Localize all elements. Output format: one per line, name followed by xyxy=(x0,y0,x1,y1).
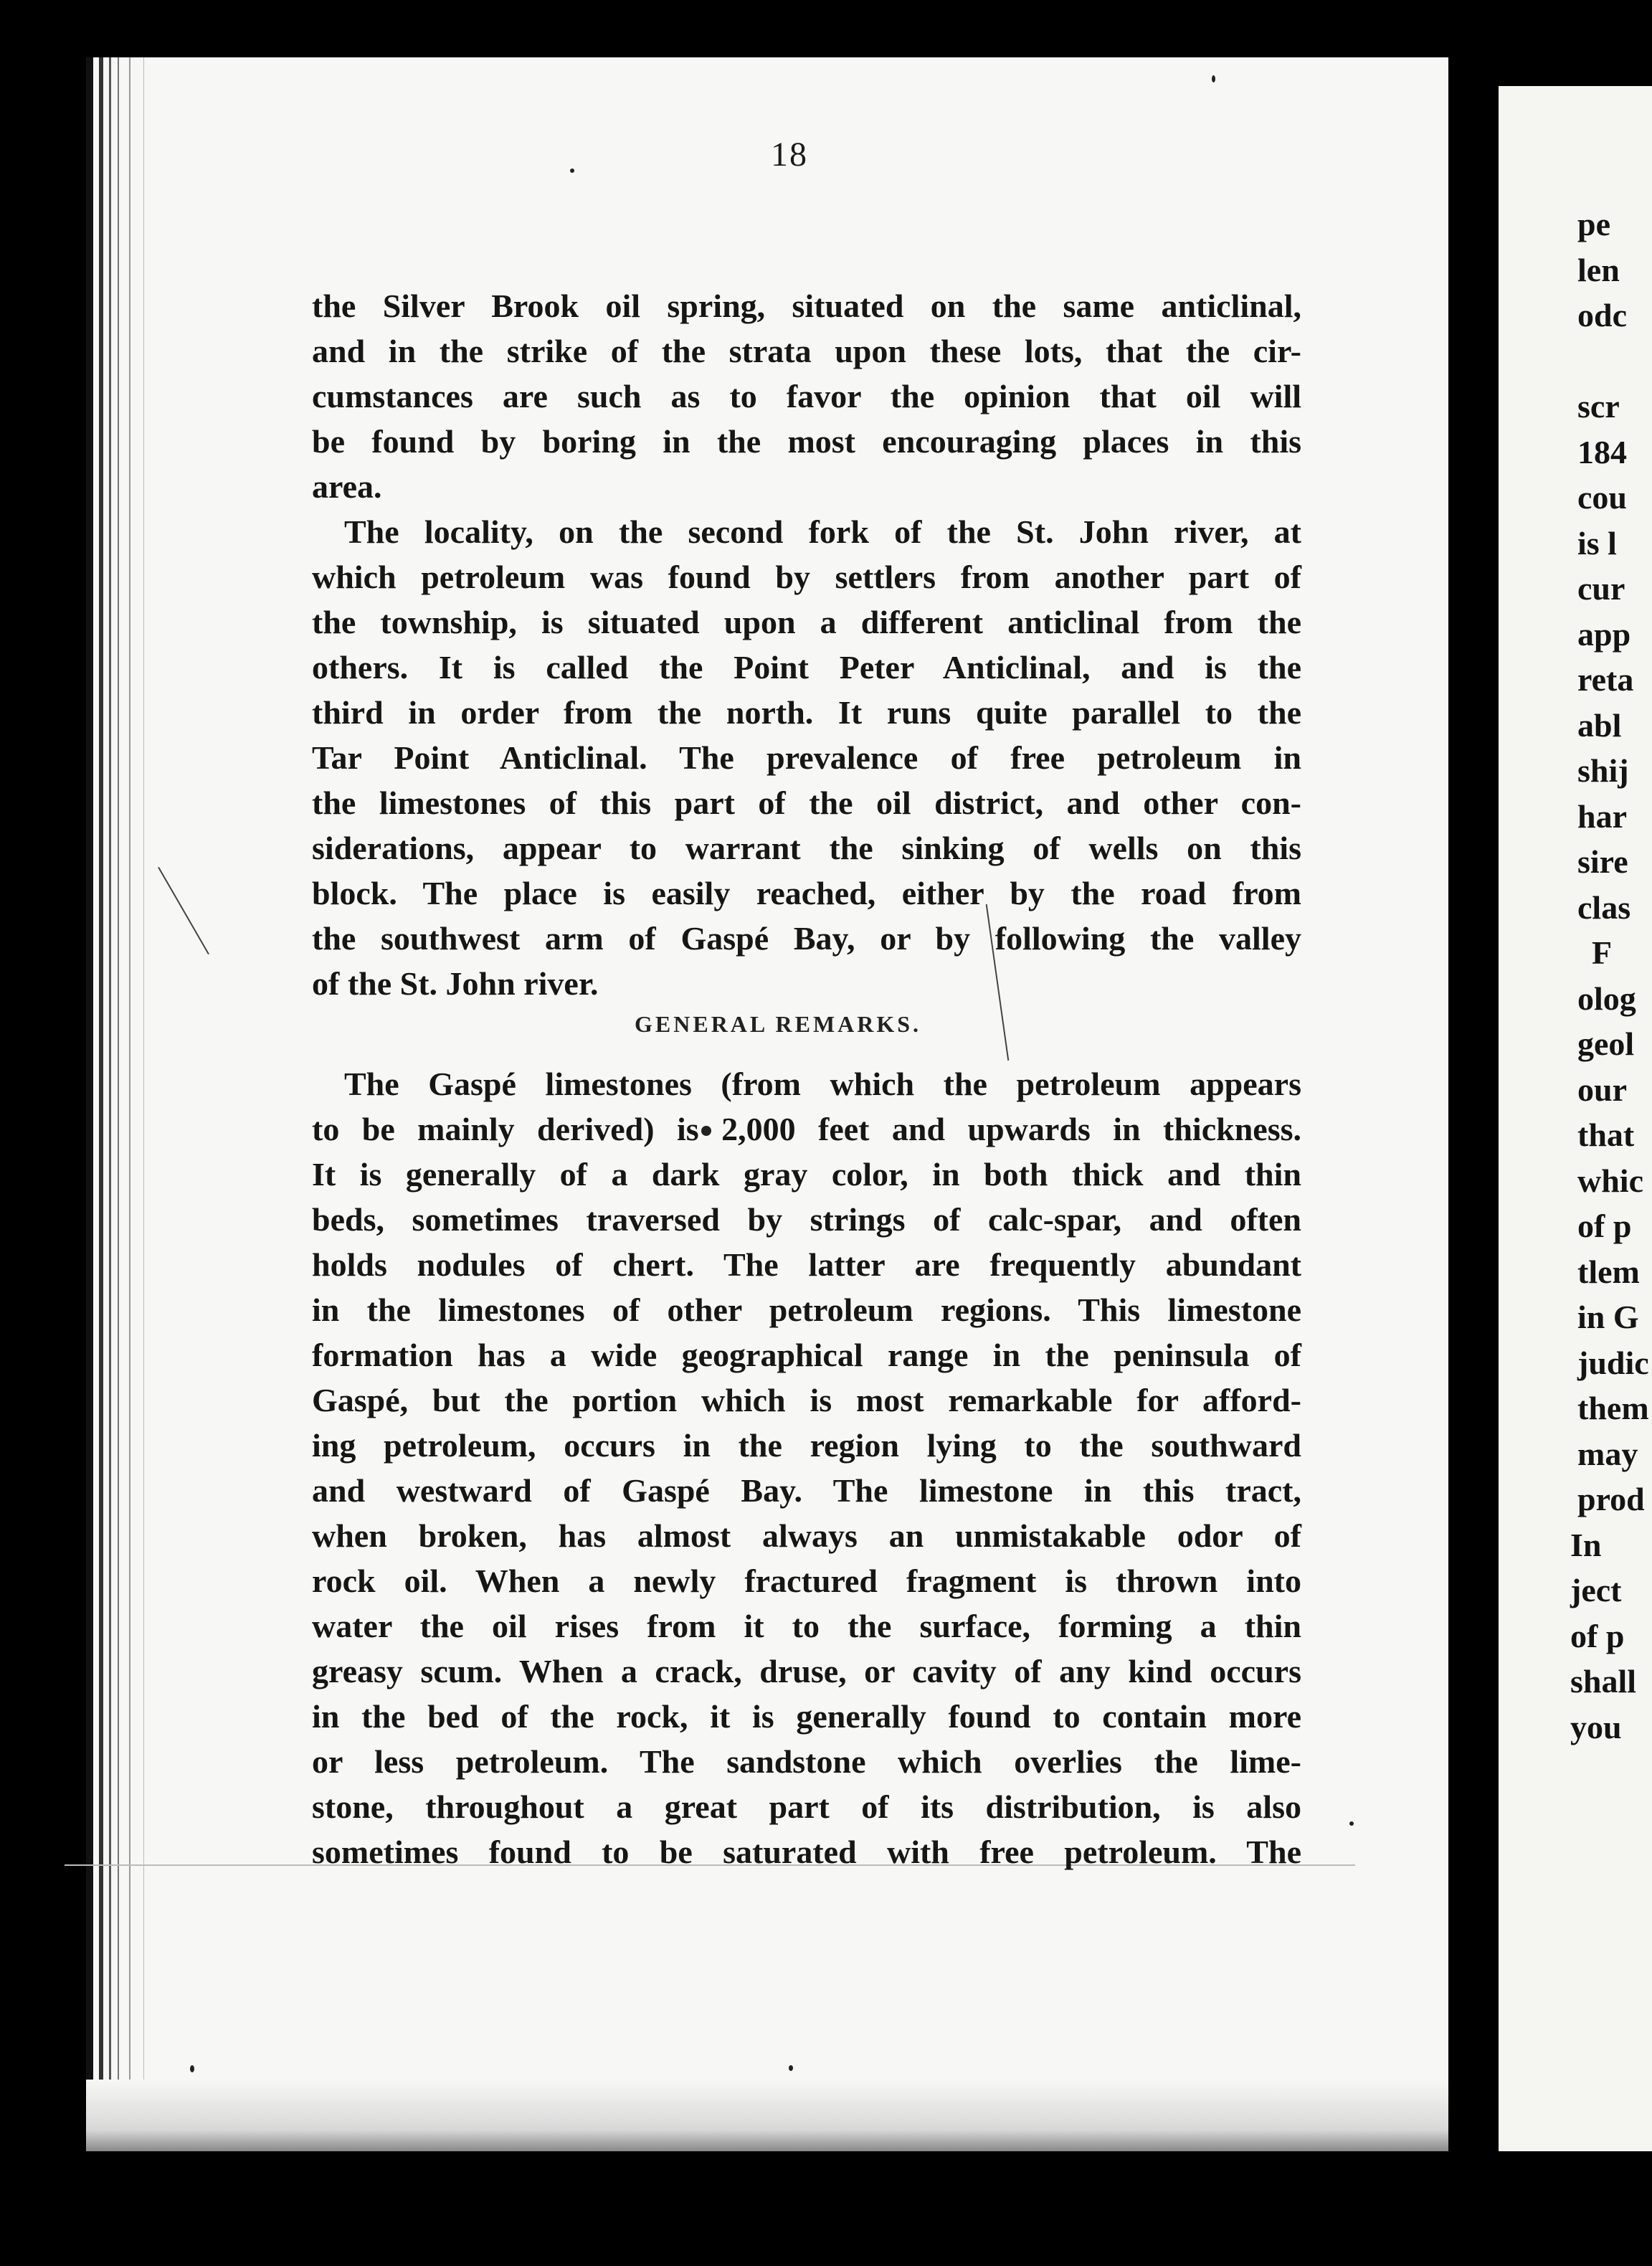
ink-speck xyxy=(1212,75,1215,82)
text-line: others. It is called the Point Peter Anticlinal, and is the xyxy=(312,649,1301,686)
text-line: area. xyxy=(312,468,382,505)
right-page-text-fragment: app xyxy=(1577,615,1631,653)
text-line: The Gaspé limestones (from which the petroleum appears xyxy=(344,1066,1301,1102)
ink-speck xyxy=(1349,1821,1354,1826)
text-line: to be mainly derived) is 2,000 feet and upwards in thickness. xyxy=(312,1111,1301,1147)
binding-streak xyxy=(129,57,130,2151)
right-page-text-fragment: shall xyxy=(1570,1663,1637,1700)
binding-streak xyxy=(86,57,93,2151)
right-page-text-fragment: har xyxy=(1577,797,1627,835)
text-line: rock oil. When a newly fractured fragment is thrown into xyxy=(312,1563,1301,1599)
right-page-text-fragment: In xyxy=(1570,1526,1602,1563)
right-page-text-fragment: ject xyxy=(1570,1572,1622,1608)
right-page-text-fragment: cou xyxy=(1577,479,1627,516)
text-line: holds nodules of chert. The latter are frequently abundant xyxy=(312,1246,1301,1283)
right-page-text-fragment: sire xyxy=(1577,843,1628,880)
text-line: and westward of Gaspé Bay. The limestone in this tract, xyxy=(312,1472,1301,1509)
text-line: block. The place is easily reached, either by the road from xyxy=(312,875,1301,911)
binding-streak xyxy=(99,57,103,2151)
right-page-text-fragment: prod xyxy=(1577,1481,1645,1517)
right-page-text-fragment: that xyxy=(1577,1117,1635,1153)
right-page-fragment xyxy=(1499,86,1652,2201)
text-line: the limestones of this part of the oil district, and other con- xyxy=(312,784,1301,821)
text-line: in the limestones of other petroleum regions. This limestone xyxy=(312,1291,1301,1328)
text-line: stone, throughout a great part of its distribution, is also xyxy=(312,1788,1301,1825)
body-text-lower xyxy=(312,1061,1301,1874)
binding-streak xyxy=(143,57,144,2151)
right-page-text-fragment: judic xyxy=(1577,1344,1649,1381)
text-line: Tar Point Anticlinal. The prevalence of free petroleum in xyxy=(312,739,1301,776)
right-page-text-fragment: 184 xyxy=(1577,433,1627,470)
text-line: be found by boring in the most encouraging places in this xyxy=(312,423,1301,460)
right-page-text-fragment: pe xyxy=(1577,206,1610,242)
text-line: siderations, appear to warrant the sinking of wells on this xyxy=(312,830,1301,866)
text-line: third in order from the north. It runs quite parallel to the xyxy=(312,694,1301,731)
right-page-text-fragment: tlem xyxy=(1577,1253,1640,1290)
right-page-text-fragment: cur xyxy=(1577,570,1625,607)
right-page-text-fragment: you xyxy=(1570,1708,1622,1745)
right-page-text-fragment: may xyxy=(1577,1435,1638,1472)
right-page-text-fragment: F xyxy=(1592,934,1613,971)
section-heading: GENERAL REMARKS. xyxy=(635,1011,922,1037)
right-page-text-fragment: odc xyxy=(1577,297,1627,333)
right-page-text-fragment: of p xyxy=(1570,1617,1625,1654)
right-page-text-fragment: of p xyxy=(1577,1208,1632,1244)
text-line: the southwest arm of Gaspé Bay, or by following the valley xyxy=(312,920,1301,957)
text-line: when broken, has almost always an unmistakable odor of xyxy=(312,1517,1301,1554)
text-line: beds, sometimes traversed by strings of calc-spar, and often xyxy=(312,1201,1301,1238)
scan-frame-top xyxy=(0,0,1652,57)
right-page-text-fragment: len xyxy=(1577,251,1620,288)
text-line: the Silver Brook oil spring, situated on the same anticlinal, xyxy=(312,288,1301,324)
binding-streak xyxy=(109,57,111,2151)
ink-speck xyxy=(190,2065,194,2072)
page-gutter xyxy=(1448,57,1499,2209)
text-line: in the bed of the rock, it is generally found to contain more xyxy=(312,1698,1301,1735)
text-line: and in the strike of the strata upon these lots, that the cir- xyxy=(312,333,1301,369)
text-line: cumstances are such as to favor the opinion that oil will xyxy=(312,378,1301,414)
right-page-text-fragment: scr xyxy=(1577,388,1620,425)
text-line: Gaspé, but the portion which is most remarkable for afford- xyxy=(312,1382,1301,1418)
text-line: of the St. John river. xyxy=(312,965,599,1002)
ink-speck xyxy=(789,2065,793,2071)
right-page-text-fragment: olog xyxy=(1577,980,1636,1017)
text-line: formation has a wide geographical range in the peninsula of xyxy=(312,1337,1301,1373)
right-page-text-fragment: geol xyxy=(1577,1025,1635,1062)
right-page-text-fragment: shij xyxy=(1577,752,1629,789)
scan-frame-bottom xyxy=(0,2151,1652,2266)
page-number: 18 xyxy=(771,136,808,174)
right-page-text-fragment: is l xyxy=(1577,524,1617,561)
ink-speck xyxy=(570,169,574,173)
text-line: ing petroleum, occurs in the region lying to the southward xyxy=(312,1427,1301,1464)
right-page-text-fragment: clas xyxy=(1577,888,1631,926)
page-bottom-shadow xyxy=(86,2080,1448,2151)
text-line: or less petroleum. The sandstone which overlies the lime- xyxy=(312,1743,1301,1780)
right-page-text-fragment: abl xyxy=(1577,706,1622,744)
right-page-text-fragment: whic xyxy=(1577,1162,1643,1199)
text-line: water the oil rises from it to the surface, forming a thin xyxy=(312,1608,1301,1644)
right-page-text-fragment: our xyxy=(1577,1071,1627,1108)
body-text-upper xyxy=(312,283,1301,1006)
text-line: The locality, on the second fork of the St. John river, at xyxy=(344,513,1301,550)
right-page-text-fragment: in G xyxy=(1577,1299,1639,1335)
text-line: the township, is situated upon a different anticlinal from the xyxy=(312,604,1301,640)
right-page-text-fragment: them xyxy=(1577,1390,1649,1426)
text-line: sometimes found to be saturated with free petroleum. The xyxy=(312,1834,1301,1870)
binding-streak xyxy=(118,57,119,2151)
right-page-text-fragment: reta xyxy=(1577,661,1634,698)
text-line: which petroleum was found by settlers from another part of xyxy=(312,559,1301,595)
text-line: It is generally of a dark gray color, in both thick and thin xyxy=(312,1156,1301,1193)
text-line: greasy scum. When a crack, druse, or cavity of any kind occurs xyxy=(312,1653,1301,1689)
